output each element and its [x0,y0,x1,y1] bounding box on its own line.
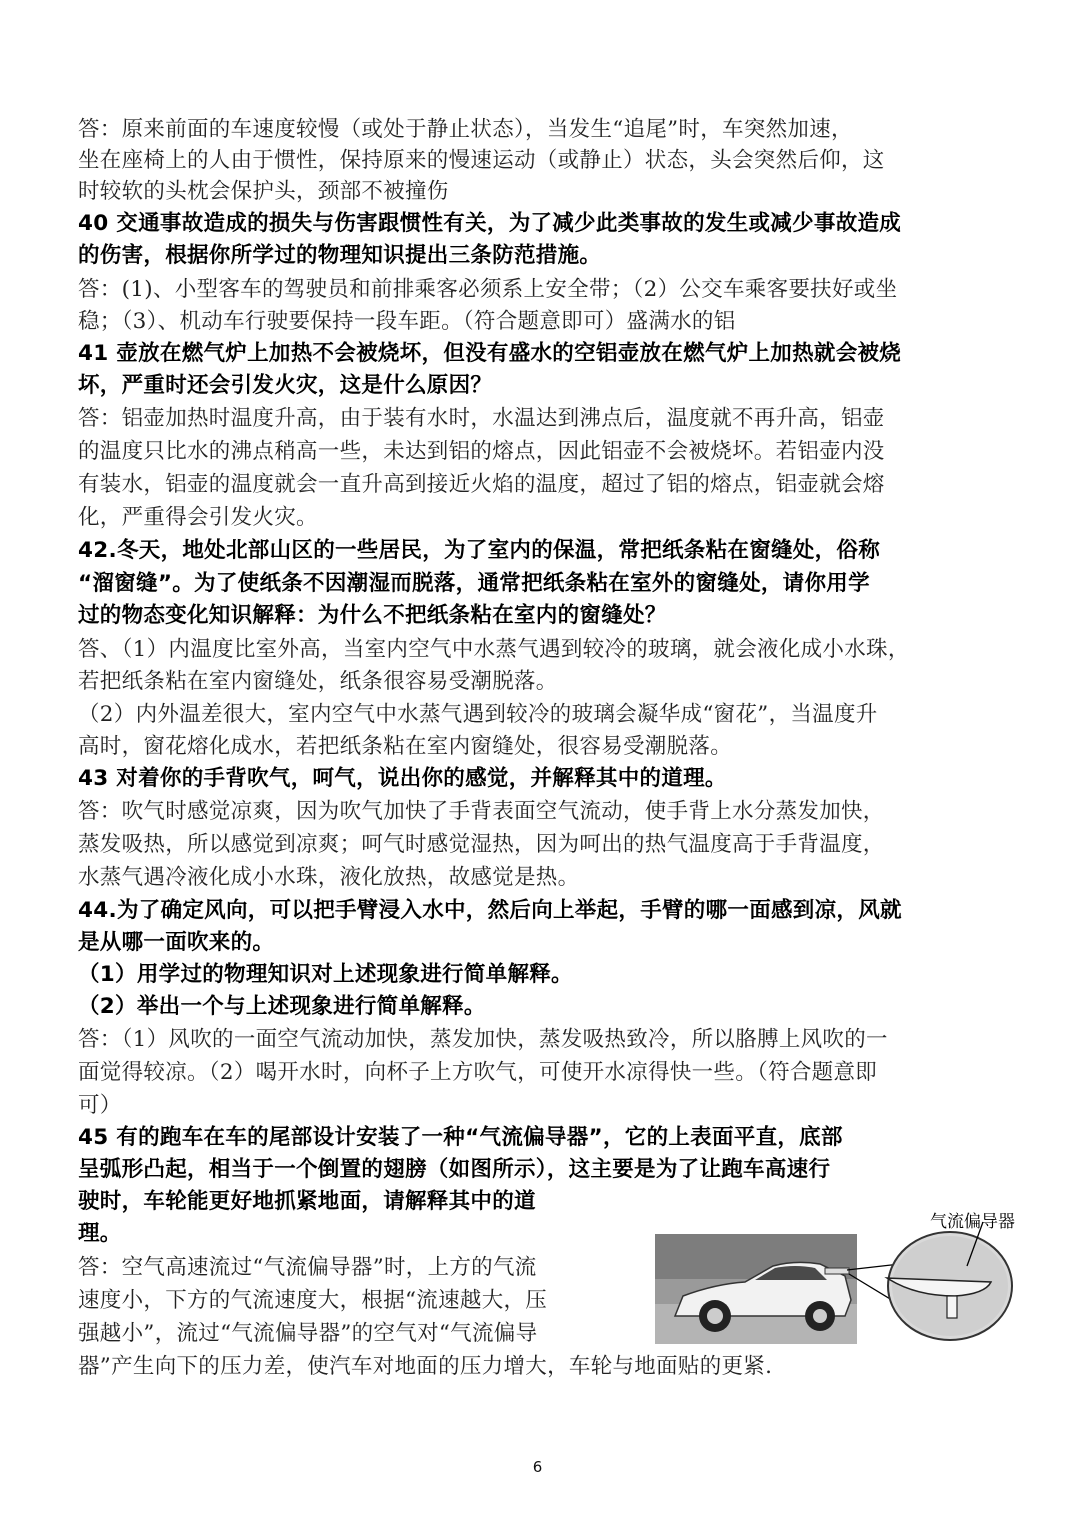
answer-39-line-3: 时较软的头枕会保护头，颈部不被撞伤 [78,179,449,204]
question-41-line-2: 坏，严重时还会引发火灾，这是什么原因？ [78,373,493,398]
answer-45-line-3: 强越小”，流过“气流偏导器”的空气对“气流偏导 [78,1321,538,1346]
answer-40-line-2: 稳；（3）、机动车行驶要保持一段车距。（符合题意即可）盛满水的铝 [78,309,736,334]
answer-45-line-1: 答：空气高速流过“气流偏导器”时，上方的气流 [78,1255,537,1280]
question-44-part-1: （1）用学过的物理知识对上述现象进行简单解释。 [78,962,573,987]
question-45-line-4: 理。 [78,1221,122,1246]
question-45-line-1: 45 有的跑车在车的尾部设计安装了一种“气流偏导器”，它的上表面平直，底部 [78,1125,843,1150]
question-42-line-1: 42.冬天，地处北部山区的一些居民，为了室内的保温，常把纸条粘在窗缝处，俗称 [78,538,880,563]
answer-45-line-2: 速度小，下方的气流速度大，根据“流速越大，压 [78,1288,548,1313]
answer-39-line-2: 坐在座椅上的人由于惯性，保持原来的慢速运动（或静止）状态，头会突然后仰，这 [78,148,885,173]
question-43: 43 对着你的手背吹气，呵气，说出你的感觉，并解释其中的道理。 [78,766,727,791]
answer-40-line-1: 答：(1)、小型客车的驾驶员和前排乘客必须系上安全带；（2）公交车乘客要扶好或坐 [78,277,898,302]
answer-39-line-1: 答：原来前面的车速度较慢（或处于静止状态），当发生“追尾”时，车突然加速， [78,117,853,142]
answer-41-line-2: 的温度只比水的沸点稍高一些，未达到铝的熔点，因此铝壶不会被烧坏。若铝壶内没 [78,439,885,464]
question-42-line-2: “溜窗缝”。为了使纸条不因潮湿而脱落，通常把纸条粘在室外的窗缝处，请你用学 [78,571,870,596]
answer-43-line-3: 水蒸气遇冷液化成小水珠，液化放热，故感觉是热。 [78,865,580,890]
answer-42-line-1: 答、（1）内温度比室外高，当室内空气中水蒸气遇到较冷的玻璃，就会液化成小水珠， [78,637,910,662]
answer-41-line-4: 化，严重得会引发火灾。 [78,505,318,530]
answer-42-line-3: （2）内外温差很大，室内空气中水蒸气遇到较冷的玻璃会凝华成“窗花”，当温度升 [78,702,878,727]
question-45-line-3: 驶时，车轮能更好地抓紧地面，请解释其中的道 [78,1189,536,1214]
question-44-line-1: 44.为了确定风向，可以把手臂浸入水中，然后向上举起，手臂的哪一面感到凉，风就 [78,898,902,923]
answer-44-line-3: 可） [78,1093,122,1118]
question-40-line-1: 40 交通事故造成的损失与伤害跟惯性有关，为了减少此类事故的发生或减少事故造成 [78,211,902,236]
answer-43-line-1: 答：吹气时感觉凉爽，因为吹气加快了手背表面空气流动，使手背上水分蒸发加快， [78,799,885,824]
answer-44-line-1: 答：（1）风吹的一面空气流动加快，蒸发加快，蒸发吸热致冷，所以胳膊上风吹的一 [78,1027,888,1052]
answer-44-line-2: 面觉得较凉。（2）喝开水时，向杯子上方吹气，可使开水凉得快一些。（符合题意即 [78,1060,878,1085]
answer-43-line-2: 蒸发吸热，所以感觉到凉爽；呵气时感觉湿热，因为呵出的热气温度高于手背温度， [78,832,885,857]
question-40-line-2: 的伤害，根据你所学过的物理知识提出三条防范措施。 [78,243,602,268]
answer-42-line-4: 高时，窗花熔化成水，若把纸条粘在室内窗缝处，很容易受潮脱落。 [78,734,733,759]
page-number: 6 [532,1458,543,1476]
question-44-part-2: （2）举出一个与上述现象进行简单解释。 [78,994,486,1019]
figure-label: 气流偏导器 [930,1212,1015,1232]
answer-41-line-3: 有装水，铝壶的温度就会一直升高到接近火焰的温度，超过了铝的熔点，铝壶就会熔 [78,472,885,497]
answer-42-line-2: 若把纸条粘在室内窗缝处，纸条很容易受潮脱落。 [78,669,558,694]
answer-41-line-1: 答：铝壶加热时温度升高，由于装有水时，水温达到沸点后，温度就不再升高，铝壶 [78,406,885,431]
answer-45-line-4: 器”产生向下的压力差，使汽车对地面的压力增大，车轮与地面贴的更紧. [78,1354,773,1379]
question-41-line-1: 41 壶放在燃气炉上加热不会被烧坏，但没有盛水的空铝壶放在燃气炉上加热就会被烧 [78,341,902,366]
question-44-line-2: 是从哪一面吹来的。 [78,930,275,955]
question-45-line-2: 呈弧形凸起，相当于一个倒置的翅膀（如图所示），这主要是为了让跑车高速行 [78,1157,831,1182]
question-42-line-3: 过的物态变化知识解释：为什么不把纸条粘在室内的窗缝处？ [78,603,667,628]
